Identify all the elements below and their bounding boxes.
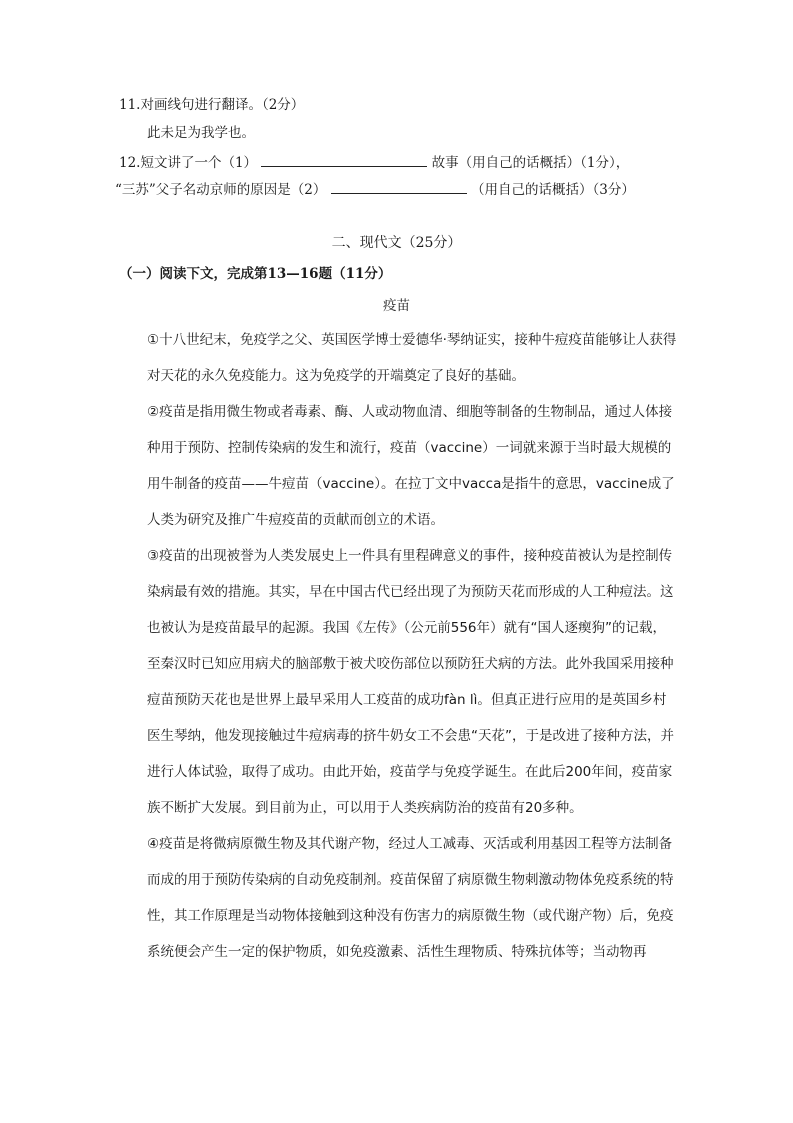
question-12-part2: 故事（用自己的话概括）（1分）， [431,155,630,171]
article-title: 疫苗 [383,298,410,314]
paragraph-1: ①十八世纪末，免疫学之父、英国医学博士爱德华·琴纳证实，接种牛痘疫苗能够让人获得对天花的永久免疫能力。这为免疫学的开端奠定了良好的基础。 [147,332,677,384]
question-12-line2 [115,179,635,199]
paragraph-3: ③疫苗的出现被誉为人类发展史上一件具有里程碑意义的事件，接种疫苗被认为是控制传染病最有效的措施。其实，早在中国古代已经出现了为预防天花而形成的人工种痘法。这也被认为是疫苗最早的起源。我国《左传》（公元前556年）就有“国人逐瘈狗”的记载，至秦汉时已知应用病犬的脑部敷于被犬咬伤部位以预防狂犬病的方法。此外我国采用接种痘苗预防天花也是世界上最早采用人工疫苗的成功fàn lì。但真正进行应用的是英国乡村医生琴纳，他发现接触过牛痘病毒的挤牛奶女工不会患“天花”，于是改进了接种方法，并进行人体试验，取得了成功。由此开始，疫苗学与免疫学诞生。在此后200年间，疫苗家族不断扩大发展。到目前为止，可以用于人类疾病防治的疫苗有20多种。 [147,548,674,816]
article-body [119,322,679,970]
section-subheading: （一）阅读下文，完成第13—16题（11分） [119,266,392,282]
question-11: 11.对画线句进行翻译。（2分） [119,97,305,113]
answer-blank-1[interactable] [261,152,427,167]
question-12-line1 [119,152,629,172]
answer-blank-2[interactable] [331,179,467,194]
paragraph-2: ②疫苗是指用微生物或者毒素、酶、人或动物血清、细胞等制备的生物制品，通过人体接种用于预防、控制传染病的发生和流行，疫苗（vaccine）一词就来源于当时最大规模的用牛制备的疫苗——牛痘苗（vaccine）。在拉丁文中vacca是指牛的意思，vaccine成了人类为研究及推广牛痘疫苗的贡献而创立的术语。 [147,404,675,528]
question-12-line2-part2: （用自己的话概括）（3分） [471,182,635,198]
paragraph-4: ④疫苗是将微病原微生物及其代谢产物，经过人工减毒、灭活或利用基因工程等方法制备而成的用于预防传染病的自动免疫制剂。疫苗保留了病原微生物刺激动物体免疫系统的特性，其工作原理是当动物体接触到这种没有伤害力的病原微生物（或代谢产物）后，免疫系统便会产生一定的保护物质，如免疫激素、活性生理物质、特殊抗体等；当动物再 [147,836,674,960]
question-12-part1: 12.短文讲了一个（1） [119,155,258,171]
section-heading: 二、现代文（25分） [331,235,462,251]
question-12-line2-part1: “三苏”父子名动京师的原因是（2） [115,182,327,198]
question-11-sentence: 此未足为我学也。 [147,125,255,141]
